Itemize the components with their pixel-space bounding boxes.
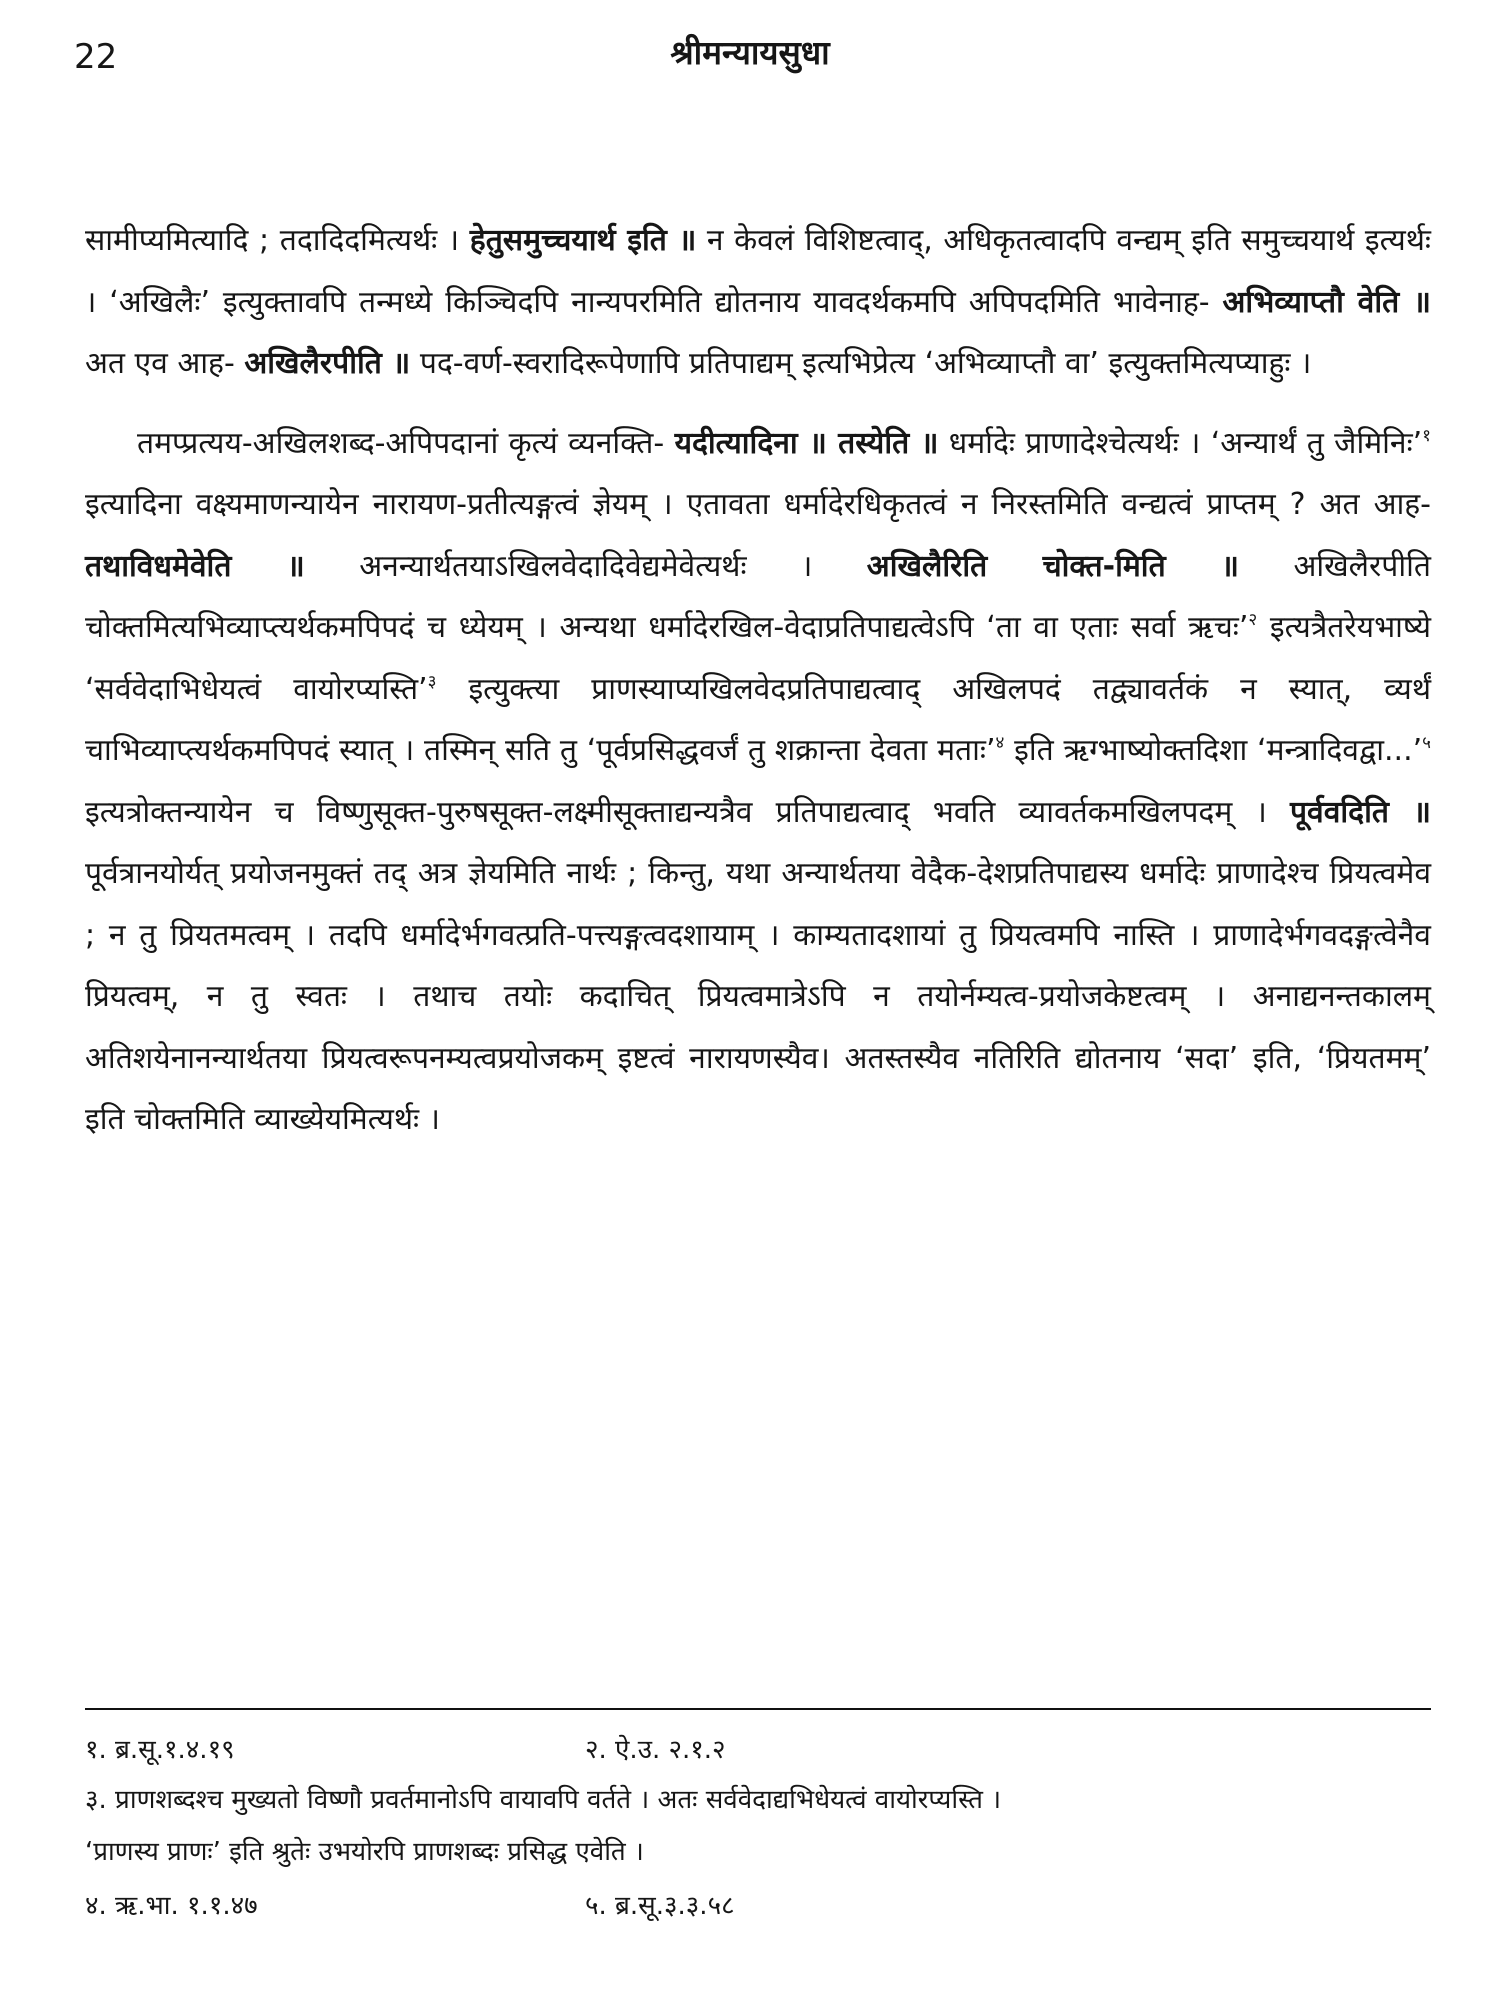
footnotes: [85, 1722, 1431, 1930]
paragraph-2: [85, 413, 1431, 1151]
text-run: इत्यत्रैतरेयभाष्ये ‘सर्ववेदाभिधेयत्वं वायोरप्यस्ति’: [85, 610, 1431, 707]
text-run: सामीप्यमित्यादि ; तदादिदमित्यर्थः ।: [85, 223, 460, 258]
page-number: 22: [74, 37, 118, 77]
text-run: इति ऋग्भाष्योक्तदिशा ‘मन्त्रादिवद्वा...’: [1014, 733, 1423, 768]
text-run: अनन्यार्थतयाऽखिलवेदादिवेद्यमेवेत्यर्थः ।: [359, 548, 813, 584]
footnote-3-line-1: ३. प्राणशब्दश्च मुख्यतो विष्णौ प्रवर्तमानोऽपि वायावपि वर्तते । अतः सर्ववेदाद्यभिधेयत्वं वायोरप्यस्ति ।: [85, 1785, 1002, 1815]
text-run: न केवलं विशिष्टत्वाद्, अधिकृतत्वादपि वन्द्यम् इति समुच्चयार्थ इत्यर्थः । ‘अखिलैः’ इत्युक्तावपि तन्मध्ये किञ्चिदपि नान्यपरमिति द्योतनाय यावदर्थकमपि अपिपदमिति भावेनाह-: [85, 223, 1431, 320]
text-run: पूर्वत्रानयोर्यत् प्रयोजनमुक्तं तद् अत्र ज्ञेयमिति नार्थः ; किन्तु, यथा अन्यार्थतया वेदैक-देशप्रतिपाद्यस्य धर्मादेः प्राणादेश्च प्रियत्वमेव ; न तु प्रियतमत्वम् । तदपि धर्मादेर्भगवत्प्रति-पत्त्यङ्गत्वदशायाम् । काम्यतादशायां तु प्रियत्वमपि नास्ति । प्राणादेर्भगवदङ्गत्वेनैव प्रियत्वम्, न तु स्वतः । तथाच तयोः कदाचित् प्रियत्वमात्रेऽपि न तयोर्नम्यत्व-प्रयोजकेष्टत्वम् । अनाद्यनन्तकालम् अतिशयेनानन्यार्थतया प्रियत्वरूपनम्यत्वप्रयोजकम् इष्टत्वं नारायणस्यैव। अतस्तस्यैव नतिरिति द्योतनाय ‘सदा’ इति, ‘प्रियतमम्’ इति चोक्तमिति व्याख्येयमित्यर्थः ।: [85, 856, 1431, 1137]
footnote-4: ४. ऋ.भा. १.१.४७: [85, 1891, 258, 1921]
text-run: अखिलैरपीति चोक्तमित्यभिव्याप्त्यर्थकमपिपदं च ध्येयम् । अन्यथा धर्मादेरखिल-वेदाप्रतिपाद्यत्वेऽपि ‘ता वा एताः सर्वा ऋचः’: [85, 548, 1431, 645]
text-run: अत एव आह-: [85, 346, 235, 381]
bold-lemma: पूर्ववदिति ॥: [1289, 794, 1431, 830]
bold-lemma: अभिव्याप्तौ वेति ॥: [1222, 284, 1431, 320]
bold-lemma: हेतुसमुच्चयार्थ इति ॥: [469, 223, 697, 258]
text-run: इत्यादिना वक्ष्यमाणन्यायेन नारायण-प्रतीत्यङ्गत्वं ज्ञेयम् । एतावता धर्मादेरधिकृतत्वं न निरस्तमिति वन्द्यत्वं प्राप्तम् ? अत आह-: [85, 487, 1431, 522]
footnote-row: [85, 1722, 1431, 1774]
bold-lemma: यदीत्यादिना ॥ तस्येति ॥: [674, 425, 939, 461]
footnote-1: १. ब्र.सू.१.४.१९: [85, 1735, 235, 1765]
footnote-row: [85, 1878, 1431, 1930]
footnote-marker: ५: [1422, 733, 1431, 753]
footnote-3-line-2: ‘प्राणस्य प्राणः’ इति श्रुतेः उभयोरपि प्राणशब्दः प्रसिद्ध एवेति ।: [85, 1837, 644, 1867]
text-run: पद-वर्ण-स्वरादिरूपेणापि प्रतिपाद्यम् इत्यभिप्रेत्य ‘अभिव्याप्तौ वा’ इत्युक्तमित्यप्याहुः ।: [419, 346, 1312, 381]
text-run: इत्युक्त्या प्राणस्याप्यखिलवेदप्रतिपाद्यत्वाद् अखिलपदं तद्व्यावर्तकं न स्यात्, व्यर्थं चाभिव्याप्त्यर्थकमपिपदं स्यात् । तस्मिन् सति तु ‘पूर्वप्रसिद्धवर्जं तु शक्रान्ता देवता मताः’: [85, 671, 1432, 768]
footnote-divider: [85, 1708, 1431, 1710]
main-text: [85, 210, 1431, 1151]
footnote-marker: ४: [995, 733, 1005, 753]
paragraph-1: [85, 210, 1431, 395]
footnote-5: ५. ब्र.सू.३.३.५८: [585, 1891, 735, 1921]
bold-lemma: अखिलैरपीति ॥: [244, 346, 411, 381]
running-title: श्रीमन्यायसुधा: [670, 33, 830, 72]
footnote-2: २. ऐ.उ. २.१.२: [585, 1735, 726, 1765]
bold-lemma: अखिलैरिति चोक्त-मिति ॥: [866, 548, 1239, 584]
bold-lemma: तथाविधमेवेति ॥: [85, 548, 305, 584]
text-run: धर्मादेः प्राणादेश्चेत्यर्थः । ‘अन्यार्थं तु जैमिनिः’: [948, 425, 1423, 461]
footnote-marker: २: [1248, 610, 1258, 630]
footnote-marker: १: [1422, 425, 1432, 446]
footnote-marker: ३: [427, 671, 437, 692]
text-run: तमप्प्रत्यय-अखिलशब्द-अपिपदानां कृत्यं व्यनक्ति-: [137, 425, 665, 461]
text-run: इत्यत्रोक्तन्यायेन च विष्णुसूक्त-पुरुषसूक्त-लक्ष्मीसूक्ताद्यन्यत्रैव प्रतिपाद्यत्वाद् भवति व्यावर्तकमखिलपदम् ।: [85, 794, 1267, 830]
